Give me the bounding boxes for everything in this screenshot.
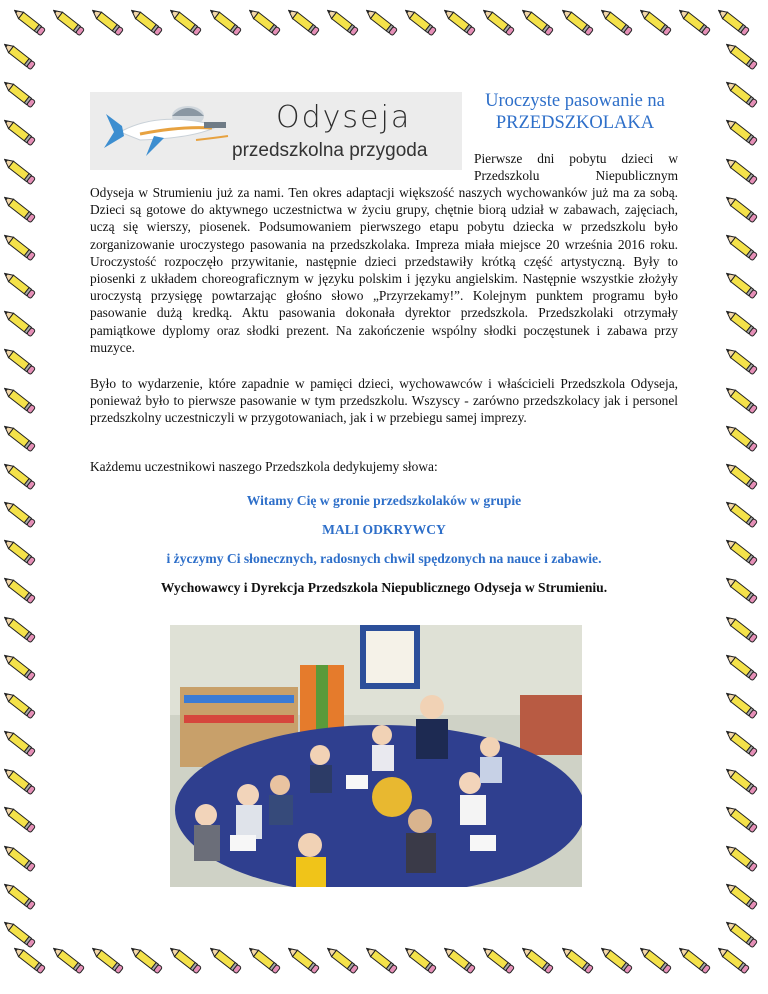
intro-line-1: Pierwsze dni pobytu dzieci w (474, 151, 678, 166)
pencil-icon (726, 498, 762, 534)
pencil-icon (640, 6, 676, 42)
pencil-icon (210, 944, 246, 980)
pencil-icon (4, 880, 40, 916)
paragraph-3: Każdemu uczestnikowi naszego Przedszkola dedykujemy słowa: (90, 459, 438, 474)
pencil-icon (4, 574, 40, 610)
pencil-icon (4, 460, 40, 496)
pencil-icon (4, 307, 40, 343)
pencil-icon (726, 613, 762, 649)
pencil-icon (92, 944, 128, 980)
pencil-icon (4, 193, 40, 229)
pencil-icon (726, 231, 762, 267)
dedication-line-1: Witamy Cię w gronie przedszkolaków w grupie (246, 493, 522, 508)
classroom-scene-image (170, 625, 582, 887)
intro-word-przedszkolu: Przedszkolu (474, 168, 540, 183)
pencil-icon (4, 269, 40, 305)
pencil-icon (4, 689, 40, 725)
pencil-icon (726, 345, 762, 381)
pencil-icon (726, 193, 762, 229)
pencil-icon (522, 6, 558, 42)
pencil-icon (53, 6, 89, 42)
dedication-line-3: i życzymy Ci słonecznych, radosnych chwil spędzonych na nauce i zabawie. (166, 551, 602, 566)
pencil-icon (4, 918, 40, 954)
pencil-icon (718, 6, 754, 42)
pencil-icon (4, 116, 40, 152)
dedication-line-2: MALI ODKRYWCY (322, 522, 446, 537)
pencil-icon (726, 155, 762, 191)
pencil-icon (726, 269, 762, 305)
pencil-icon (726, 765, 762, 801)
pencil-icon (726, 422, 762, 458)
title-line-1: Uroczyste pasowanie na (485, 91, 665, 111)
pencil-icon (4, 536, 40, 572)
classroom-photo (170, 625, 582, 887)
pencil-icon (444, 944, 480, 980)
pencil-icon (131, 944, 167, 980)
odyseja-logo (90, 92, 462, 170)
pencil-icon (53, 944, 89, 980)
pencil-icon (522, 944, 558, 980)
paragraph-2: Było to wydarzenie, które zapadnie w pamięci dzieci, wychowawców i właścicieli Przedszkola Odyseja, ponieważ było to pierwsze pasowanie w tym przedszkolu. Wszyscy - zarówno przedszkolacy jak i personel przedszkolny uczestniczyli w przygotowaniach, jak i w przebiegu samej imprezy. (90, 376, 678, 426)
pencil-icon (249, 6, 285, 42)
pencil-icon (679, 944, 715, 980)
pencil-icon (444, 6, 480, 42)
page-title (468, 90, 682, 134)
pencil-icon (4, 765, 40, 801)
pencil-icon (726, 536, 762, 572)
logo-tagline: przedszkolna przygoda (232, 140, 428, 161)
pencil-icon (405, 944, 441, 980)
pencil-icon (726, 689, 762, 725)
pencil-icon (4, 40, 40, 76)
pencil-icon (726, 116, 762, 152)
pencil-icon (726, 40, 762, 76)
pencil-icon (366, 6, 402, 42)
intro-line-2 (474, 167, 678, 184)
pencil-icon (170, 6, 206, 42)
paragraph-1: Odyseja w Strumieniu już za nami. Ten okres adaptacji większość naszych wychowanków już ma za sobą. Dzieci są gotowe do aktywnego uczestnictwa w życiu grupy, chętnie biorą udział w zabawach, zajęciach, uczą się wierszy, piosenek. Podsumowaniem pierwszego etapu pobytu dziecka w przedszkolu było zorganizowanie uroczystego pasowania na przedszkolaka. Impreza miała miejsce 20 września 2016 roku. Uroczystość rozpoczęło przywitanie, następnie dzieci przedstawiły krótką część artystyczną. Były to piosenki z układem choreograficznym w języku polskim i języku angielskim. Następnie wszystkie złożyły uroczystą przysięgę powtarzając głośno słowo „Przyrzekamy!”. Kolejnym punktem programu było pasowanie dużą kredką. Aktu pasowania dokonała dyrektor przedszkola. Przedszkolaki otrzymały pamiątkowe dyplomy oraz słodki prezent. Na zakończenie wspólny słodki poczęstunek i zabawa przy muzyce. (90, 185, 678, 355)
pencil-icon (726, 727, 762, 763)
pencil-icon (4, 498, 40, 534)
pencil-icon (726, 651, 762, 687)
airship-icon (100, 92, 240, 170)
pencil-icon (4, 842, 40, 878)
pencil-icon (405, 6, 441, 42)
signature: Wychowawcy i Dyrekcja Przedszkola Niepublicznego Odyseja w Strumieniu. (160, 580, 608, 595)
right-pencil-border (726, 40, 766, 954)
pencil-icon (726, 918, 762, 954)
pencil-icon (170, 944, 206, 980)
pencil-icon (726, 880, 762, 916)
pencil-icon (4, 231, 40, 267)
pencil-icon (4, 651, 40, 687)
pencil-icon (327, 944, 363, 980)
bottom-pencil-border (0, 944, 768, 988)
pencil-icon (288, 6, 324, 42)
pencil-icon (562, 6, 598, 42)
pencil-icon (4, 155, 40, 191)
pencil-icon (726, 574, 762, 610)
left-pencil-border (4, 40, 44, 954)
pencil-icon (726, 842, 762, 878)
logo-name: Odyseja (276, 100, 412, 135)
pencil-icon (131, 6, 167, 42)
pencil-icon (4, 727, 40, 763)
pencil-icon (4, 803, 40, 839)
pencil-icon (601, 6, 637, 42)
top-pencil-border (0, 6, 768, 50)
pencil-icon (4, 78, 40, 114)
pencil-icon (4, 345, 40, 381)
pencil-icon (726, 460, 762, 496)
pencil-icon (726, 803, 762, 839)
pencil-icon (366, 944, 402, 980)
pencil-icon (4, 422, 40, 458)
pencil-icon (14, 6, 50, 42)
pencil-icon (4, 384, 40, 420)
intro-word-niepublicznym: Niepublicznym (595, 168, 678, 183)
pencil-icon (483, 944, 519, 980)
pencil-icon (92, 6, 128, 42)
pencil-icon (640, 944, 676, 980)
pencil-icon (210, 6, 246, 42)
pencil-icon (726, 307, 762, 343)
pencil-icon (4, 613, 40, 649)
pencil-icon (601, 944, 637, 980)
pencil-icon (327, 6, 363, 42)
pencil-icon (562, 944, 598, 980)
title-line-2: PRZEDSZKOLAKA (495, 113, 655, 133)
pencil-icon (726, 384, 762, 420)
pencil-icon (726, 78, 762, 114)
pencil-icon (679, 6, 715, 42)
pencil-icon (288, 944, 324, 980)
pencil-icon (483, 6, 519, 42)
pencil-icon (249, 944, 285, 980)
